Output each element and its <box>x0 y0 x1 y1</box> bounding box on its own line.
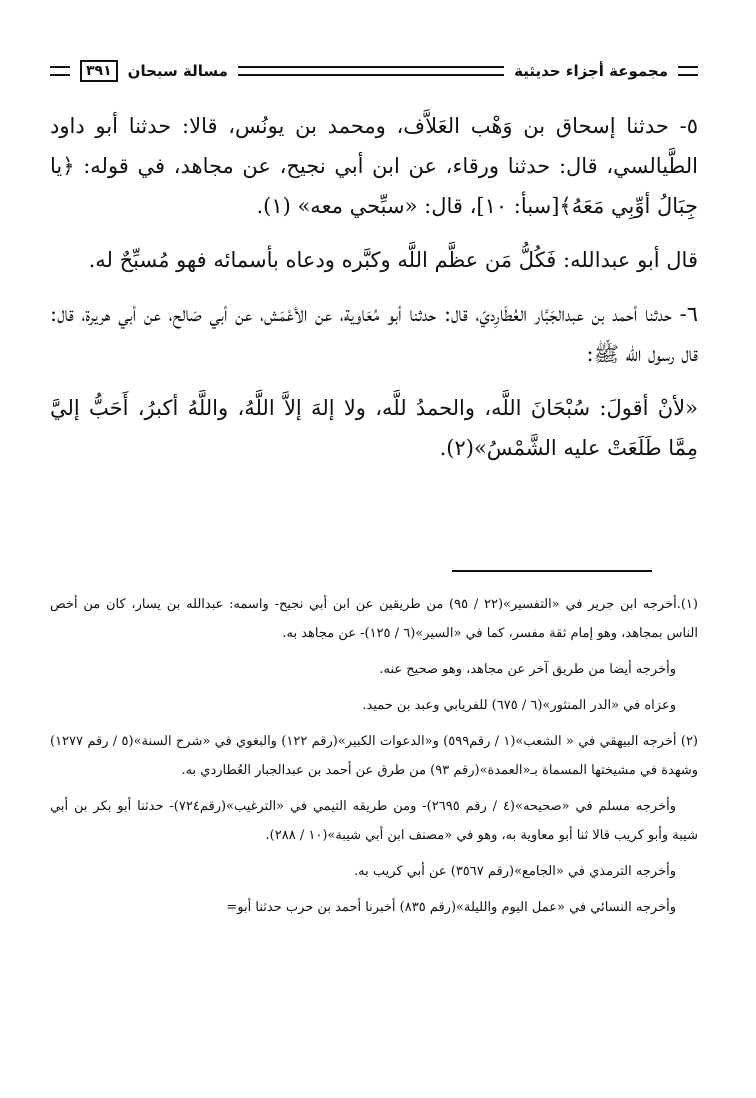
footnote-2-note-a: وأخرجه مسلم في «صحيحه»(٤ / رقم ٢٦٩٥)- ومن طريقه التيمي في «الترغيب»(رقم٧٢٤)- حدثنا أبو بكر بن أبي شيبة وأبو كريب قالا ثنا أبو معاوية به، وهو في «مصنف ابن أبي شيبة»(١٠ / ٢٨٨). <box>50 799 698 843</box>
running-header <box>50 60 698 82</box>
section-title: مسالة سبحان <box>127 62 228 80</box>
author-comment: قال أبو عبدالله: فَكُلُّ مَن عظَّم اللَّه وكبَّره ودعاه بأسمائه فهو مُسبِّحٌ له. <box>88 248 698 272</box>
footnotes <box>50 590 698 929</box>
footnote-divider <box>452 570 652 572</box>
hadith-5: ٥- حدثنا إسحاق بن وَهْب العَلاَّف، ومحمد بن يونُس، قالا: حدثنا أبو داود الطَّيالسي، قال: حدثنا ورقاء، عن ابن أبي نجيح، عن مجاهد، في قوله: ﴿يا جِبَالُ أوِّبِي مَعَهُ﴾[سبأ: ١٠]، قال: «سبِّحي معه» (١). <box>50 114 698 218</box>
footnote-2-note-c: وأخرجه النسائي في «عمل اليوم والليلة»(رقم ٨٣٥) أخبرنا أحمد بن حرب حدثنا أبو= <box>226 900 676 915</box>
book-title: مجموعة أجزاء حديثية <box>514 62 668 80</box>
footnote-2-note-b: وأخرجه الترمذي في «الجامع»(رقم ٣٥٦٧) عن أبي كريب به. <box>354 864 676 879</box>
header-rule-left <box>50 66 70 76</box>
header-rule-middle <box>238 66 504 76</box>
footnote-2: (٢) أخرجه البيهقي في « الشعب»(١ / رقم٥٩٩) و«الدعوات الكبير»(رقم ١٢٢) والبغوي في «شرح السنة»(٥ / رقم ١٢٧٧) وشهدة في مشيختها المسماة بـ«العمدة»(رقم ٩٣) من طرق عن أحمد بن عبدالجبار العُطاردي به. <box>50 734 698 778</box>
page-number: ٣٩١ <box>80 60 118 82</box>
hadith-6-text: «لأنْ أقولَ: سُبْحَانَ اللَّه، والحمدُ للَّه، ولا إلهَ إلاَّ اللَّهُ، واللَّهُ أكبرُ، أَحَبُّ إليَّ مِمَّا طَلَعَتْ عليه الشَّمْسُ»(٢). <box>50 396 698 460</box>
footnote-1: (١).أخرجه ابن جرير في «التفسير»(٢٢ / ٩٥) من طريقين عن ابن أبي نجيح- واسمه: عبدالله بن يسار، كان من أخص الناس بمجاهد، وهو إمام ثقة مفسر، كما في «السير»(٦ / ١٢٥)- عن مجاهد به. <box>50 597 698 641</box>
hadith-6-chain: ٦- حدثنا أحمد بن عبدالجَبَّار العُطَارِديّ، قال: حدثنا أبو مُعَاوية، عن الأعْمَش، عن أبي صَالح، عن أبي هريرة، قال: قال رسول الله ﷺ: <box>50 302 698 366</box>
footnote-1-note-b: وعزاه في «الدر المنثور»(٦ / ٦٧٥) للفريابي وعبد بن حميد. <box>362 698 676 713</box>
main-text <box>50 106 698 482</box>
footnote-1-note-a: وأخرجه أيضا من طريق آخر عن مجاهد، وهو صحيح عنه. <box>379 662 676 677</box>
header-rule-right <box>678 66 698 76</box>
